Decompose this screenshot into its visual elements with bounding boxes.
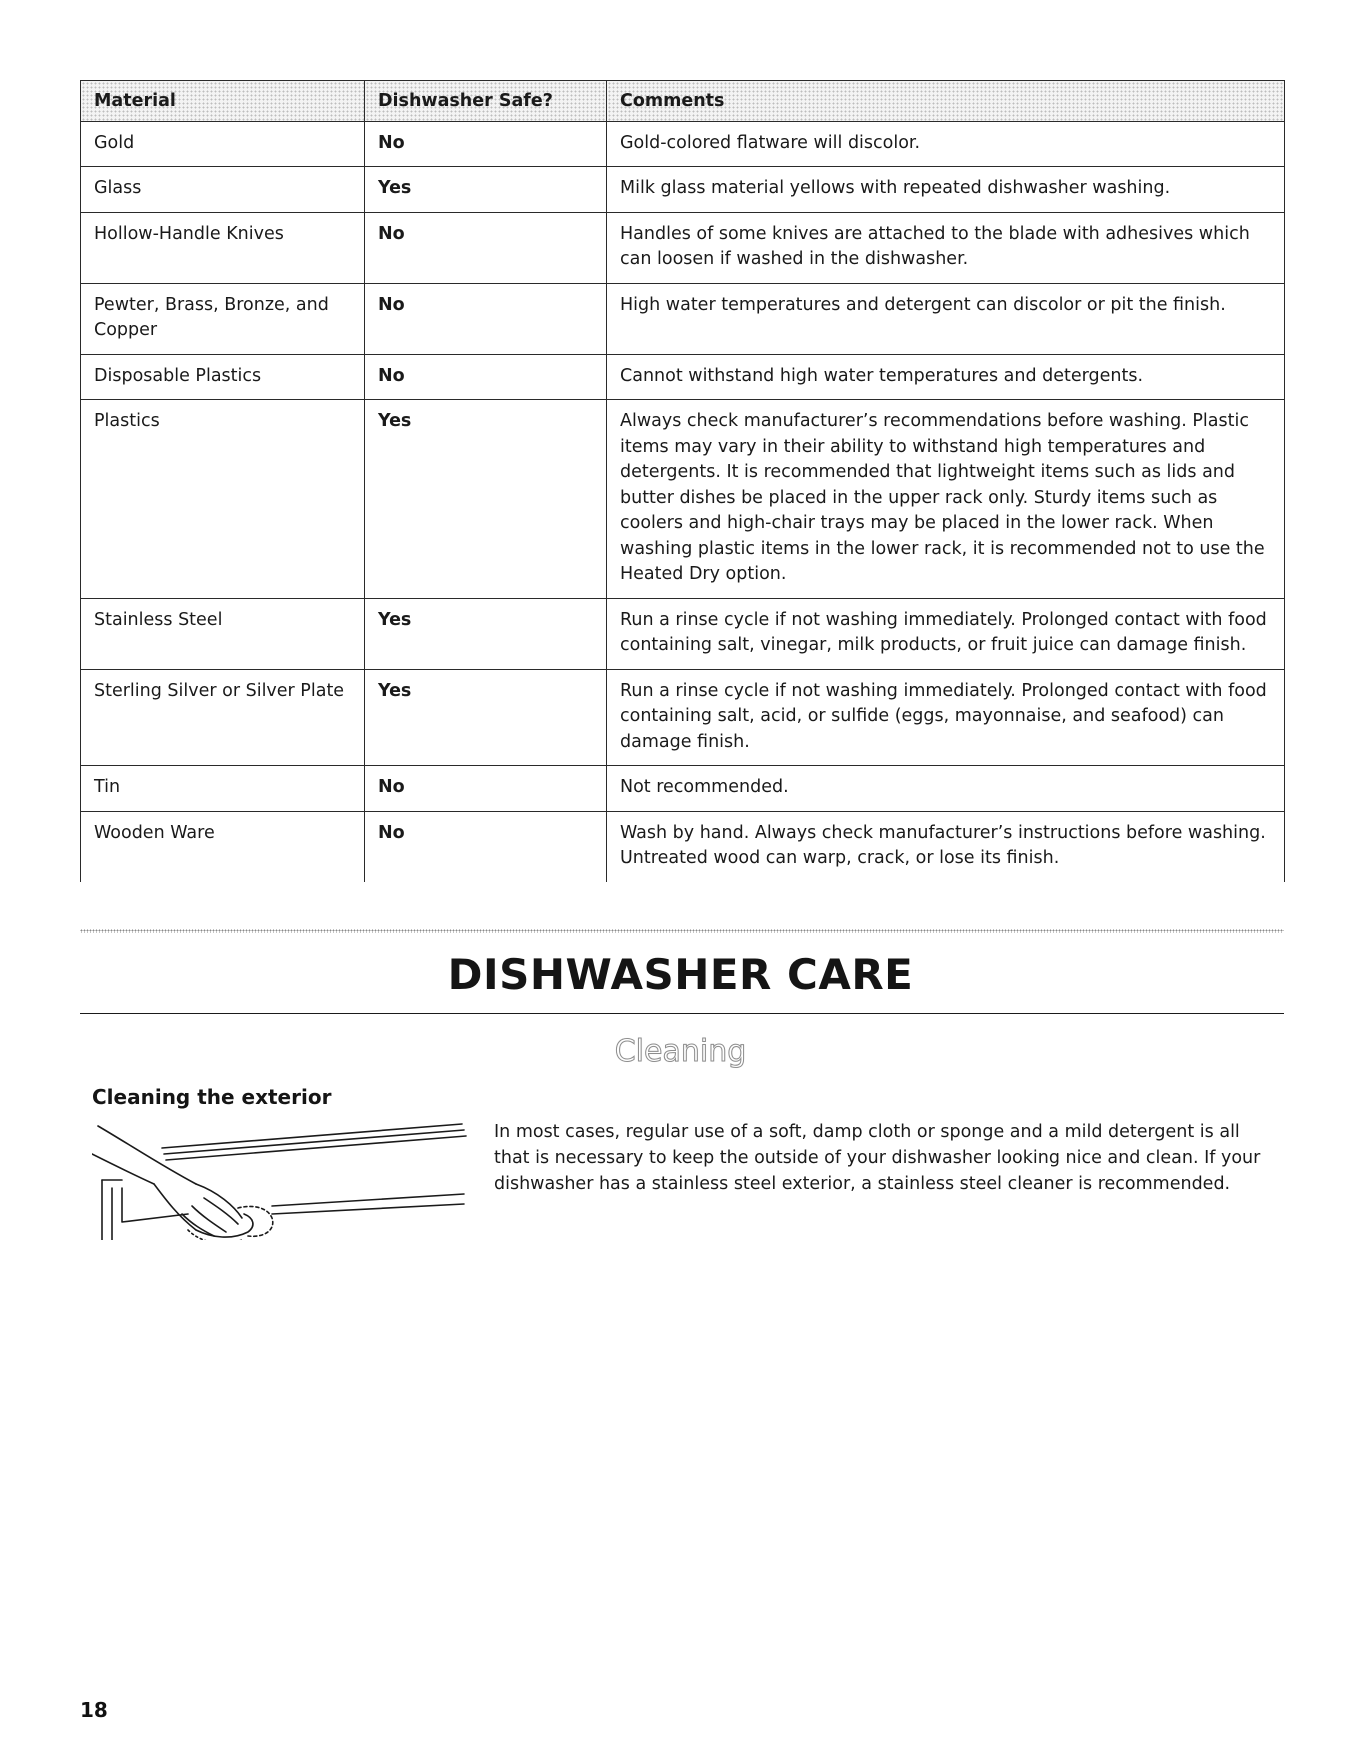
- section-title: DISHWASHER CARE: [447, 950, 914, 999]
- table-row: [81, 400, 1285, 599]
- table-row: [81, 766, 1285, 812]
- column-header-comments: Comments: [607, 81, 1285, 122]
- comments-cell: Not recommended.: [607, 766, 1285, 812]
- table-row: [81, 283, 1285, 354]
- dishwasher-safe-cell: No: [365, 811, 607, 882]
- hand-wiping-dishwasher-icon: [92, 1118, 472, 1240]
- comments-cell: Run a rinse cycle if not washing immediately. Prolonged contact with food containing salt, acid, or sulfide (eggs, mayonnaise, and seafood) can damage finish.: [607, 669, 1285, 766]
- dishwasher-safe-cell: No: [365, 354, 607, 400]
- material-cell: Sterling Silver or Silver Plate: [81, 669, 365, 766]
- column-header-dishwasher-safe: Dishwasher Safe?: [365, 81, 607, 122]
- section-divider: [80, 1013, 1284, 1014]
- material-cell: Disposable Plastics: [81, 354, 365, 400]
- comments-cell: Cannot withstand high water temperatures and detergents.: [607, 354, 1285, 400]
- dishwasher-safe-cell: Yes: [365, 400, 607, 599]
- comments-cell: Wash by hand. Always check manufacturer’s instructions before washing. Untreated wood can warp, crack, or lose its finish.: [607, 811, 1285, 882]
- table-row: [81, 167, 1285, 213]
- table-row: [81, 811, 1285, 882]
- column-header-material: Material: [81, 81, 365, 122]
- table-bottom-rule: [80, 929, 1284, 933]
- material-cell: Wooden Ware: [81, 811, 365, 882]
- comments-cell: High water temperatures and detergent can discolor or pit the finish.: [607, 283, 1285, 354]
- material-cell: Hollow-Handle Knives: [81, 212, 365, 283]
- dishwasher-safe-cell: No: [365, 766, 607, 812]
- material-table: [80, 80, 1285, 882]
- material-cell: Stainless Steel: [81, 598, 365, 669]
- material-cell: Tin: [81, 766, 365, 812]
- dishwasher-safe-cell: Yes: [365, 598, 607, 669]
- material-cell: Gold: [81, 121, 365, 167]
- comments-cell: Always check manufacturer’s recommendations before washing. Plastic items may vary in their ability to withstand high temperatures and detergents. It is recommended that lightweight items such as lids and butter dishes be placed in the upper rack only. Sturdy items such as coolers and high-chair trays may be placed in the lower rack. When washing plastic items in the lower rack, it is recommended not to use the Heated Dry option.: [607, 400, 1285, 599]
- comments-cell: Run a rinse cycle if not washing immediately. Prolonged contact with food containing salt, vinegar, milk products, or fruit juice can damage finish.: [607, 598, 1285, 669]
- table-row: [81, 121, 1285, 167]
- page-number: 18: [80, 1698, 108, 1722]
- dishwasher-safe-cell: No: [365, 283, 607, 354]
- dishwasher-safe-cell: Yes: [365, 167, 607, 213]
- dishwasher-safe-cell: Yes: [365, 669, 607, 766]
- table-row: [81, 598, 1285, 669]
- exterior-body-text: In most cases, regular use of a soft, damp cloth or sponge and a mild detergent is all that is necessary to keep the outside of your dishwasher looking nice and clean. If your dishwasher has a stainless steel exterior, a stainless steel cleaner is recommended.: [494, 1122, 1261, 1194]
- material-cell: Plastics: [81, 400, 365, 599]
- dishwasher-safe-cell: No: [365, 212, 607, 283]
- table-row: [81, 669, 1285, 766]
- material-cell: Pewter, Brass, Bronze, and Copper: [81, 283, 365, 354]
- subsection-title: Cleaning: [614, 1034, 747, 1069]
- comments-cell: Milk glass material yellows with repeated dishwasher washing.: [607, 167, 1285, 213]
- comments-cell: Handles of some knives are attached to the blade with adhesives which can loosen if washed in the dishwasher.: [607, 212, 1285, 283]
- dishwasher-safe-cell: No: [365, 121, 607, 167]
- exterior-heading: Cleaning the exterior: [92, 1085, 332, 1109]
- comments-cell: Gold-colored flatware will discolor.: [607, 121, 1285, 167]
- table-row: [81, 354, 1285, 400]
- material-cell: Glass: [81, 167, 365, 213]
- table-row: [81, 212, 1285, 283]
- table-header-row: [81, 81, 1285, 122]
